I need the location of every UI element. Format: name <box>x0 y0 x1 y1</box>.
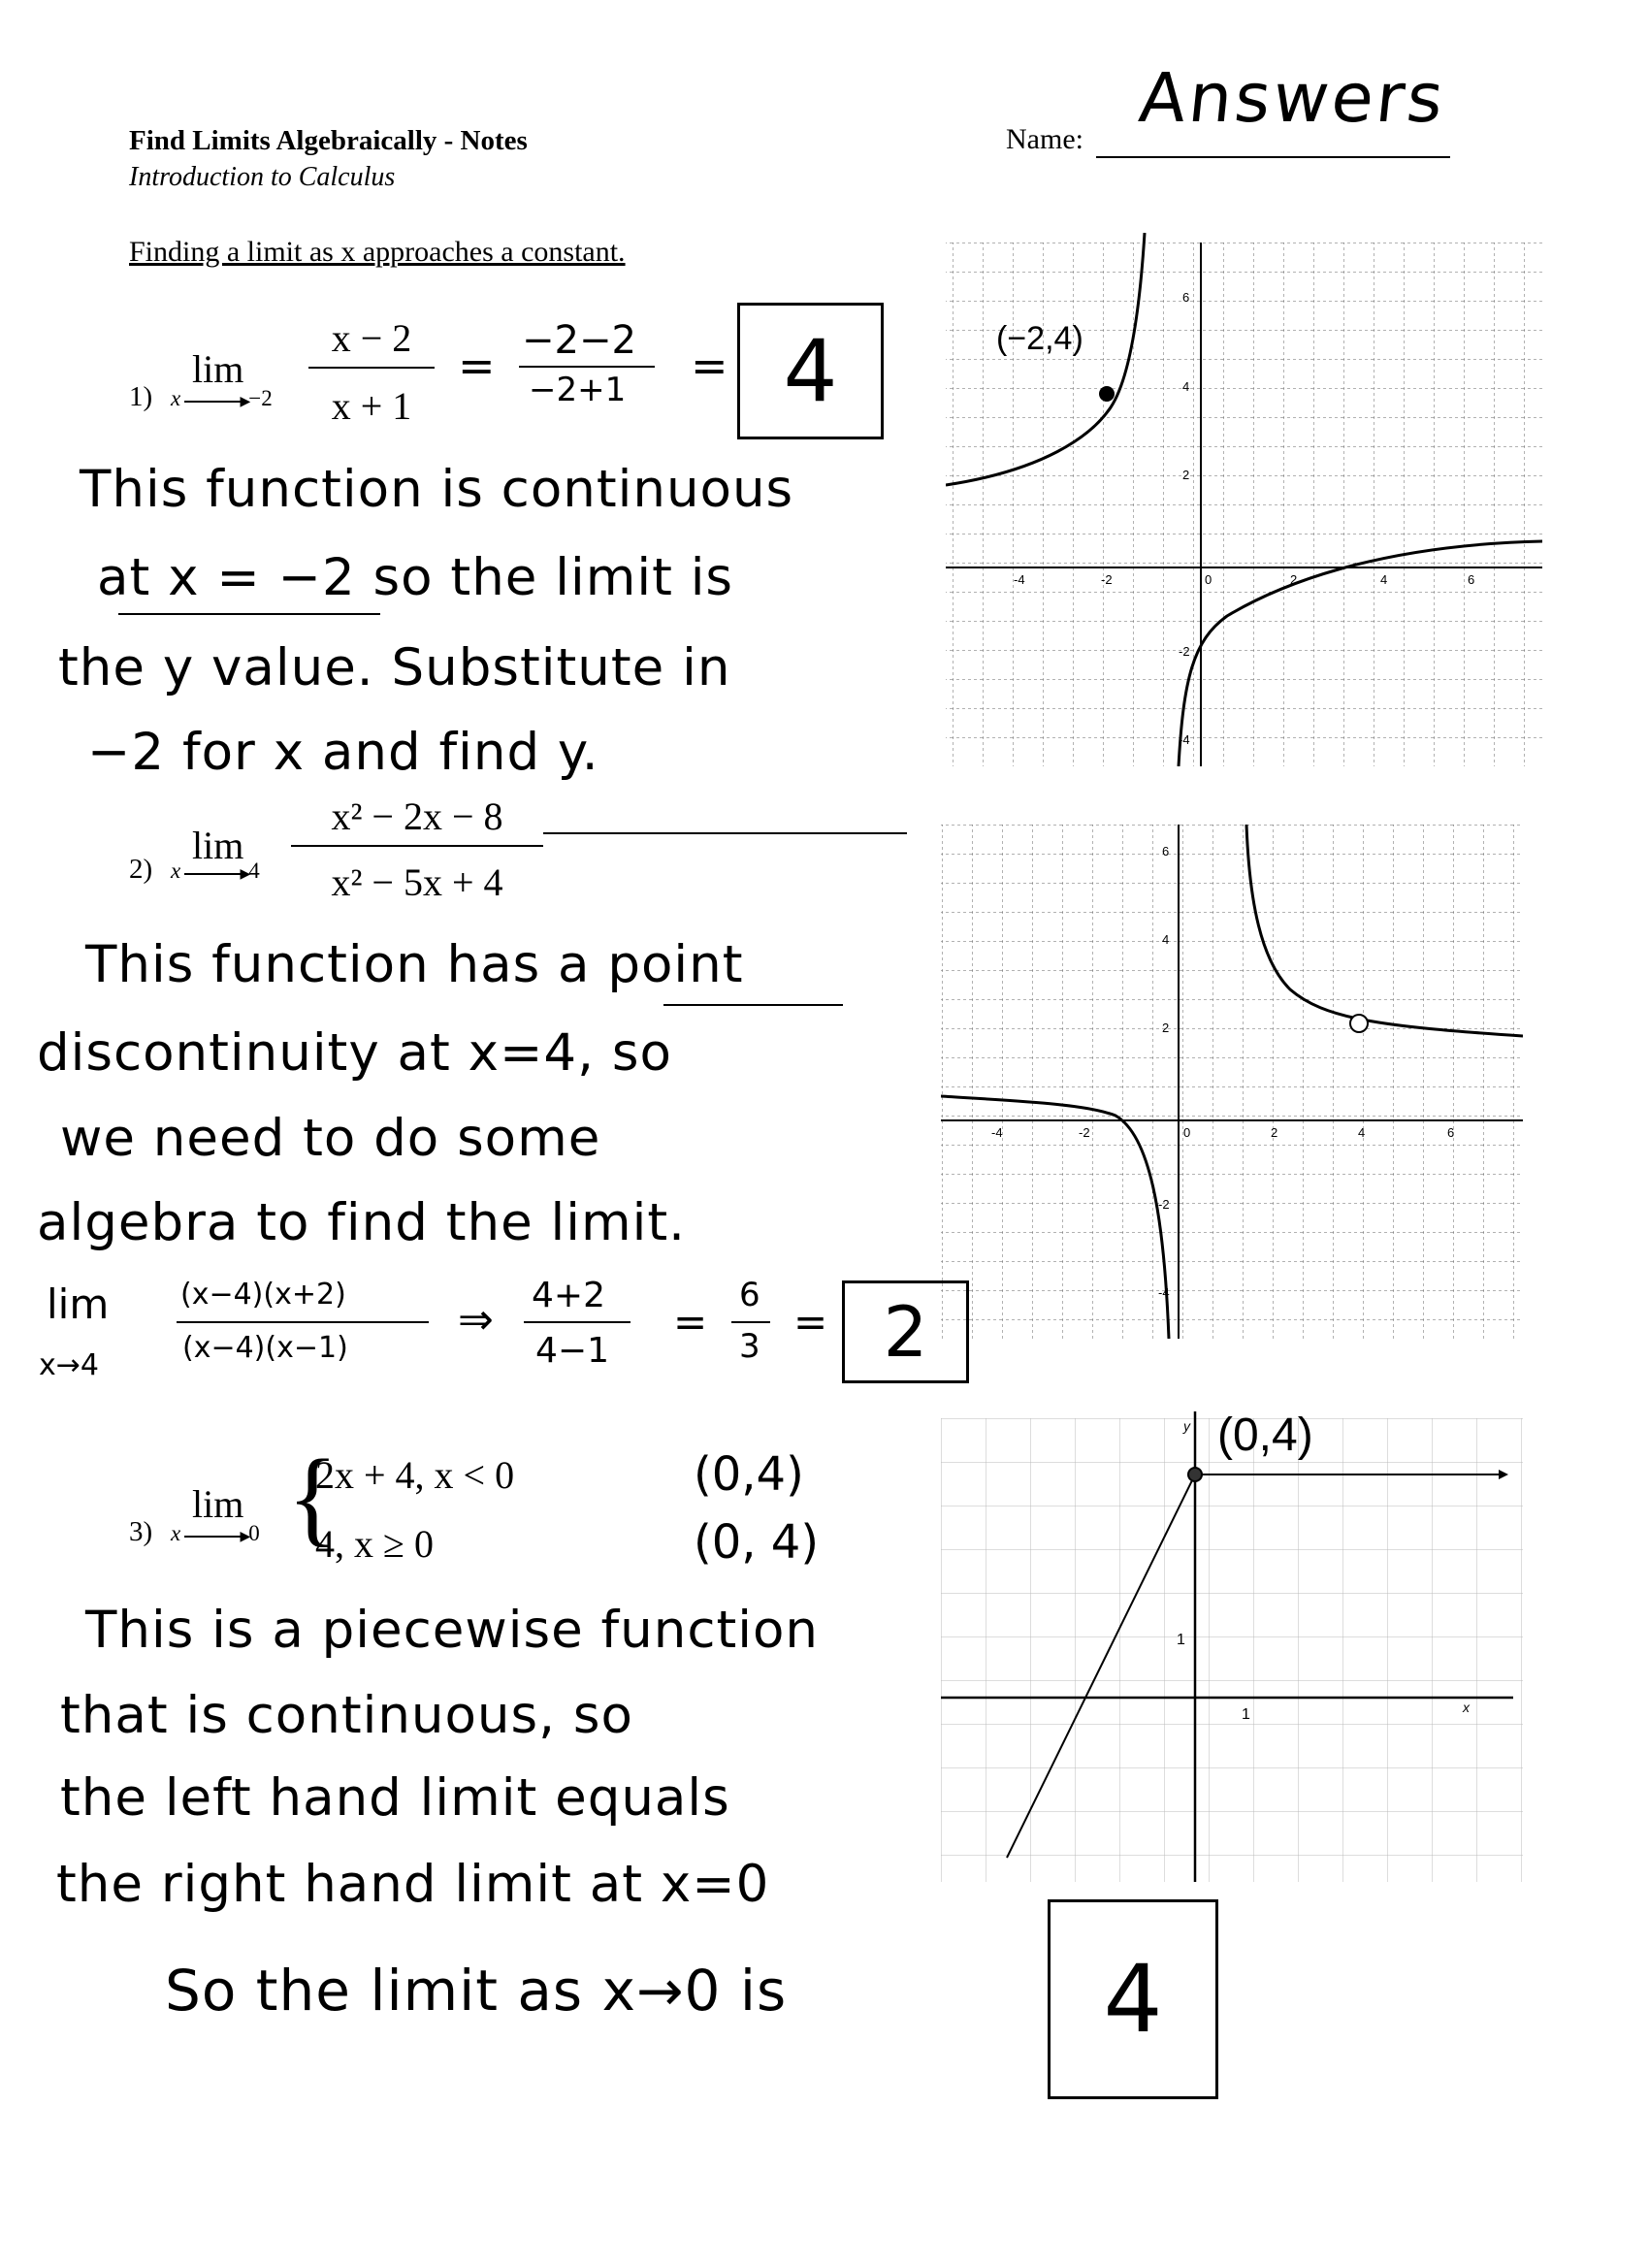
section-heading: Finding a limit as x approaches a constant. <box>129 236 626 268</box>
graph3-ytick: 1 <box>1177 1632 1185 1648</box>
graph3-point-label: (0,4) <box>1217 1411 1313 1461</box>
problem3-approach: x ▶ 0 <box>171 1521 260 1545</box>
problem1-fraction-bar <box>308 367 435 369</box>
problem2-work-numerator: (x−4)(x+2) <box>180 1278 346 1312</box>
problem3-lim: lim <box>192 1482 244 1526</box>
problem2-explanation-line1: This function has a point <box>85 935 744 994</box>
graph1-xtick: 2 <box>1290 572 1298 587</box>
graph1-ytick: -4 <box>1179 732 1190 747</box>
problem1-underline <box>118 613 380 615</box>
problem3-explanation-line1: This is a piecewise function <box>85 1601 820 1660</box>
approach-arrow: ▶ <box>184 873 244 875</box>
graph2-ytick: -2 <box>1158 1197 1170 1212</box>
problem2-denominator: x² − 5x + 4 <box>331 860 503 904</box>
problem2-numerator: x² − 2x − 8 <box>331 794 503 838</box>
problem3-answer-box: 4 <box>1048 1899 1218 2099</box>
problem3-explanation-line3: the left hand limit equals <box>60 1768 730 1828</box>
graph2-xtick: 4 <box>1358 1125 1366 1140</box>
graph2-ytick: 2 <box>1162 1021 1170 1035</box>
graph1-ytick: -2 <box>1179 644 1190 659</box>
problem2-answer-box: 2 <box>842 1280 969 1383</box>
problem1-equals2: = <box>691 340 728 392</box>
problem2-ratio-numerator: 6 <box>739 1276 760 1314</box>
problem1-approach: x ▶ −2 <box>171 386 273 410</box>
graph1-xtick: 0 <box>1205 572 1212 587</box>
graph2-ytick: -4 <box>1158 1285 1170 1300</box>
problem2-work-lim: lim <box>47 1280 110 1328</box>
problem2-number: 2) <box>129 854 153 885</box>
graph2-xtick: -4 <box>991 1125 1003 1140</box>
problem1-explanation-line4: −2 for x and find y. <box>87 723 599 782</box>
problem2-ratio-bar <box>731 1321 770 1323</box>
problem2-ratio-denominator: 3 <box>739 1327 760 1366</box>
graph3-point <box>1188 1468 1202 1481</box>
problem1-numerator: x − 2 <box>331 316 412 360</box>
graph1 <box>946 233 1542 766</box>
graph1-ytick: 4 <box>1182 379 1190 394</box>
problem1-number: 1) <box>129 381 153 412</box>
problem2-fraction-bar <box>291 845 543 847</box>
problem3-piece2: 4, x ≥ 0 <box>315 1522 434 1566</box>
graph1-xtick: 4 <box>1380 572 1388 587</box>
problem2-approach: x ▶ 4 <box>171 859 260 883</box>
graph2-xtick: 6 <box>1447 1125 1455 1140</box>
problem1-explanation-line3: the y value. Substitute in <box>58 638 731 697</box>
graph1-xtick: -4 <box>1014 572 1025 587</box>
graph1-xtick: -2 <box>1101 572 1113 587</box>
problem2-explanation-line2: discontinuity at x=4, so <box>37 1023 672 1083</box>
graph1-ytick: 6 <box>1182 290 1190 305</box>
graph1-xtick: 6 <box>1468 572 1475 587</box>
problem2-explanation-line4: algebra to find the limit. <box>37 1193 686 1252</box>
problem3-point2: (0, 4) <box>694 1515 820 1570</box>
graph1-point <box>1099 386 1115 402</box>
problem2-implies: ⇒ <box>458 1295 494 1345</box>
problem1-sub-denominator: −2+1 <box>529 371 627 409</box>
graph2-hole <box>1350 1015 1368 1032</box>
graph3 <box>941 1411 1523 1882</box>
problem2-lim: lim <box>192 824 244 867</box>
problem1-denominator: x + 1 <box>331 384 412 428</box>
page-title: Find Limits Algebraically - Notes <box>129 125 528 156</box>
problem3-piece1: 2x + 4, x < 0 <box>315 1453 515 1497</box>
graph1-point-label: (−2,4) <box>996 320 1083 357</box>
problem1-explanation-line2: at x = −2 so the limit is <box>97 548 734 607</box>
graph2-xtick: 0 <box>1183 1125 1191 1140</box>
graph2-ytick: 6 <box>1162 844 1170 859</box>
problem3-point1: (0,4) <box>694 1447 804 1502</box>
problem2-step-numerator: 4+2 <box>532 1276 605 1315</box>
problem1-sub-numerator: −2−2 <box>522 318 636 363</box>
graph2-xtick: 2 <box>1271 1125 1278 1140</box>
problem2-work-denominator: (x−4)(x−1) <box>182 1331 348 1365</box>
graph2-grid <box>941 825 1523 1339</box>
problem2-work-bar <box>177 1321 429 1323</box>
course-subtitle: Introduction to Calculus <box>129 162 396 192</box>
problem3-explanation-line4: the right hand limit at x=0 <box>56 1855 770 1914</box>
graph3-y-axis-label: y <box>1183 1418 1190 1434</box>
graph2-xtick: -2 <box>1079 1125 1090 1140</box>
problem3-brace: { <box>287 1438 339 1556</box>
graph3-xtick: 1 <box>1242 1706 1250 1723</box>
graph2 <box>941 825 1523 1339</box>
problem1-answer-box: 4 <box>737 303 884 439</box>
problem1-explanation-line1: This function is continuous <box>80 460 794 519</box>
problem2-step-bar <box>524 1321 630 1323</box>
problem3-explanation-line2: that is continuous, so <box>60 1686 633 1745</box>
name-label: Name: <box>1006 123 1083 155</box>
problem1-sub-bar <box>519 366 655 368</box>
graph2-ytick: 4 <box>1162 932 1170 947</box>
problem1-lim: lim <box>192 347 244 391</box>
problem2-step-denominator: 4−1 <box>535 1331 609 1371</box>
graph1-ytick: 2 <box>1182 468 1190 482</box>
point-underline <box>663 1004 843 1006</box>
approach-arrow: ▶ <box>184 401 244 403</box>
name-value: Answers <box>1135 58 1450 138</box>
problem2-explanation-line3: we need to do some <box>60 1109 601 1168</box>
problem1-equals1: = <box>458 340 496 392</box>
problem2-equals1: = <box>673 1298 708 1345</box>
problem2-equals2: = <box>793 1298 828 1345</box>
graph3-x-axis-label: x <box>1463 1700 1470 1715</box>
approach-arrow: ▶ <box>184 1536 244 1538</box>
problem2-underline <box>543 832 907 834</box>
name-line <box>1096 156 1450 158</box>
problem3-number: 3) <box>129 1516 153 1547</box>
problem3-explanation-line5: So the limit as x→0 is <box>165 1958 788 2024</box>
problem2-work-approach: x→4 <box>39 1348 99 1382</box>
